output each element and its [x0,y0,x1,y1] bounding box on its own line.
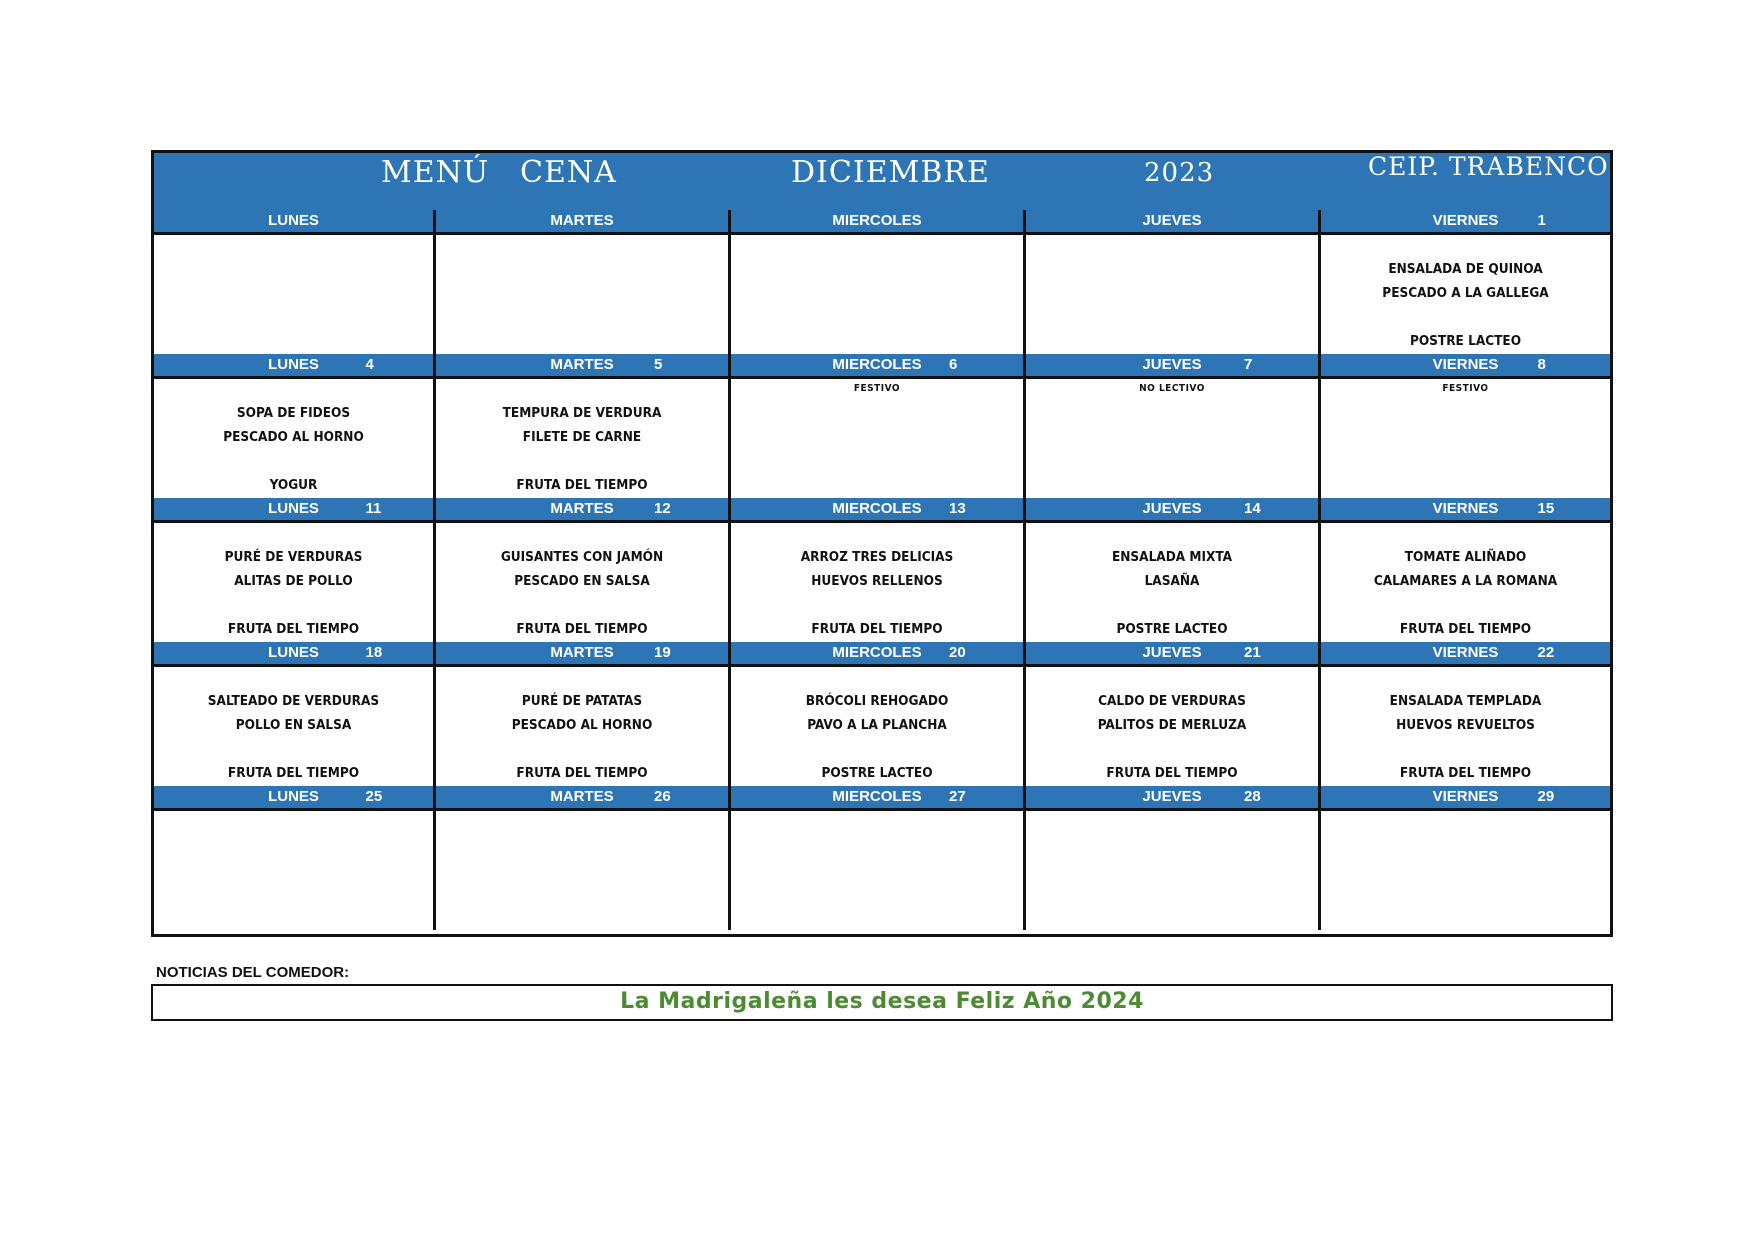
dessert: FRUTA DEL TIEMPO [227,621,360,637]
day-menu-cell [154,811,436,930]
day-header [731,642,1026,664]
day-number: 1 [1537,212,1546,229]
day-name: JUEVES [1142,212,1202,229]
dessert: POSTRE LACTEO [1116,621,1228,637]
day-menu-cell [154,523,436,642]
day-name: VIERNES [1432,212,1499,229]
day-name: MIERCOLES [832,212,922,229]
day-header [154,354,436,376]
dessert: FRUTA DEL TIEMPO [811,621,943,637]
day-number: 20 [949,644,966,661]
week-header-row [154,210,1610,235]
second-course: HUEVOS RELLENOS [811,573,943,589]
day-number: 7 [1244,356,1253,373]
menu-title: MENÚ [381,155,490,190]
second-course: CALAMARES A LA ROMANA [1373,573,1558,589]
first-course: BRÓCOLI REHOGADO [805,693,949,709]
second-course: PALITOS DE MERLUZA [1097,717,1247,733]
dessert: FRUTA DEL TIEMPO [227,765,360,781]
day-name: JUEVES [1142,500,1202,517]
day-menu-cell [154,667,436,786]
day-menu-cell [731,811,1026,930]
day-menu-cell [1321,235,1610,354]
first-course: TOMATE ALIÑADO [1404,549,1527,565]
year-title: 2023 [1144,158,1215,188]
day-menu-cell [1026,667,1321,786]
school-title: CEIP. TRABENCO [1368,152,1609,181]
day-name: MARTES [550,788,614,805]
day-header [1026,786,1321,808]
first-course: ENSALADA DE QUINOA [1388,261,1543,277]
dessert: YOGUR [269,477,318,493]
notices-message: La Madrigaleña les desea Feliz Año 2024 [620,989,1144,1014]
second-course: LASAÑA [1144,573,1200,589]
day-number: 19 [654,644,671,661]
day-note: NO LECTIVO [1139,383,1205,394]
day-number: 14 [1244,500,1261,517]
day-menu-cell [731,667,1026,786]
day-header [1026,210,1321,232]
day-name: VIERNES [1432,788,1499,805]
day-header [1321,498,1610,520]
day-menu-cell [436,667,731,786]
day-name: LUNES [268,212,319,229]
day-number: 29 [1537,788,1555,805]
day-menu-cell [1321,379,1610,498]
second-course: PESCADO AL HORNO [223,429,364,445]
day-header [1321,642,1610,664]
dessert: FRUTA DEL TIEMPO [516,477,648,493]
day-name: JUEVES [1142,356,1202,373]
day-name: MIERCOLES [832,500,922,517]
day-number: 8 [1537,356,1546,373]
day-menu-cell [154,379,436,498]
day-header [1321,210,1610,232]
day-menu-cell [436,379,731,498]
day-header [436,786,731,808]
week-menu-row [154,379,1610,498]
day-menu-cell [1026,811,1321,930]
day-header [436,210,731,232]
day-header [1026,642,1321,664]
second-course: ALITAS DE POLLO [234,573,353,589]
day-name: MARTES [550,644,614,661]
second-course: FILETE DE CARNE [522,429,642,445]
first-course: ENSALADA MIXTA [1111,549,1233,565]
day-number: 18 [365,644,383,661]
second-course: POLLO EN SALSA [235,717,352,733]
first-course: PURÉ DE PATATAS [521,693,643,709]
day-header [731,498,1026,520]
day-name: JUEVES [1142,788,1202,805]
week-menu-row [154,235,1610,354]
day-menu-cell [1026,523,1321,642]
notices-box [151,984,1613,1021]
day-menu-cell [436,235,731,354]
day-name: LUNES [268,788,319,805]
second-course: PESCADO AL HORNO [511,717,653,733]
day-header [436,354,731,376]
first-course: PURÉ DE VERDURAS [224,549,363,565]
day-number: 26 [654,788,671,805]
day-menu-cell [436,811,731,930]
day-menu-cell [731,379,1026,498]
day-header [154,786,436,808]
first-course: GUISANTES CON JAMÓN [500,549,664,565]
day-menu-cell [1026,379,1321,498]
day-name: MARTES [550,500,614,517]
day-name: LUNES [268,500,319,517]
day-header [154,498,436,520]
week-header-row [154,642,1610,667]
day-note: FESTIVO [853,383,901,394]
day-number: 28 [1244,788,1261,805]
day-number: 5 [654,356,663,373]
second-course: PESCADO EN SALSA [514,573,650,589]
day-name: VIERNES [1432,500,1499,517]
day-menu-cell [1321,523,1610,642]
week-menu-row [154,811,1610,930]
day-note: FESTIVO [1442,383,1489,394]
day-name: MIERCOLES [832,356,922,373]
day-name: JUEVES [1142,644,1202,661]
day-number: 27 [949,788,966,805]
first-course: ARROZ TRES DELICIAS [800,549,954,565]
menu-calendar [151,150,1613,937]
first-course: SOPA DE FIDEOS [236,405,351,421]
month-title: DICIEMBRE [791,155,990,190]
day-number: 15 [1537,500,1555,517]
first-course: TEMPURA DE VERDURA [502,405,662,421]
first-course: SALTEADO DE VERDURAS [207,693,380,709]
second-course: PAVO A LA PLANCHA [807,717,947,733]
day-menu-cell [731,523,1026,642]
day-number: 4 [365,356,374,373]
day-menu-cell [1321,811,1610,930]
day-number: 13 [949,500,966,517]
day-number: 25 [365,788,383,805]
day-header [731,786,1026,808]
day-name: LUNES [268,644,319,661]
day-menu-cell [1321,667,1610,786]
day-number: 12 [654,500,671,517]
week-menu-row [154,523,1610,642]
dessert: POSTRE LACTEO [821,765,933,781]
second-course: PESCADO A LA GALLEGA [1382,285,1549,301]
day-menu-cell [154,235,436,354]
dessert: FRUTA DEL TIEMPO [516,621,648,637]
day-name: LUNES [268,356,319,373]
second-course: HUEVOS REVUELTOS [1396,717,1535,733]
day-header [731,210,1026,232]
day-menu-cell [436,523,731,642]
day-name: MIERCOLES [832,644,922,661]
day-menu-cell [731,235,1026,354]
first-course: CALDO DE VERDURAS [1098,693,1246,709]
day-header [436,498,731,520]
day-header [154,642,436,664]
dessert: FRUTA DEL TIEMPO [1106,765,1238,781]
day-header [154,210,436,232]
day-header [1321,786,1610,808]
week-header-row [154,498,1610,523]
day-name: MIERCOLES [832,788,922,805]
day-header [1026,498,1321,520]
day-header [1026,354,1321,376]
day-number: 21 [1244,644,1261,661]
title-bar [154,153,1610,213]
day-header [731,354,1026,376]
day-header [436,642,731,664]
day-name: MARTES [550,212,614,229]
day-name: MARTES [550,356,614,373]
week-menu-row [154,667,1610,786]
week-header-row [154,354,1610,379]
day-name: VIERNES [1432,356,1499,373]
day-number: 6 [949,356,958,373]
day-number: 11 [365,500,382,517]
day-header [1321,354,1610,376]
dessert: POSTRE LACTEO [1409,333,1522,349]
dessert: FRUTA DEL TIEMPO [1399,765,1532,781]
dessert: FRUTA DEL TIEMPO [1399,621,1532,637]
meal-title: CENA [520,155,617,190]
first-course: ENSALADA TEMPLADA [1389,693,1542,709]
dessert: FRUTA DEL TIEMPO [516,765,648,781]
day-name: VIERNES [1432,644,1499,661]
day-number: 22 [1537,644,1555,661]
notices-label: NOTICIAS DEL COMEDOR: [156,964,350,981]
week-header-row [154,786,1610,811]
day-menu-cell [1026,235,1321,354]
